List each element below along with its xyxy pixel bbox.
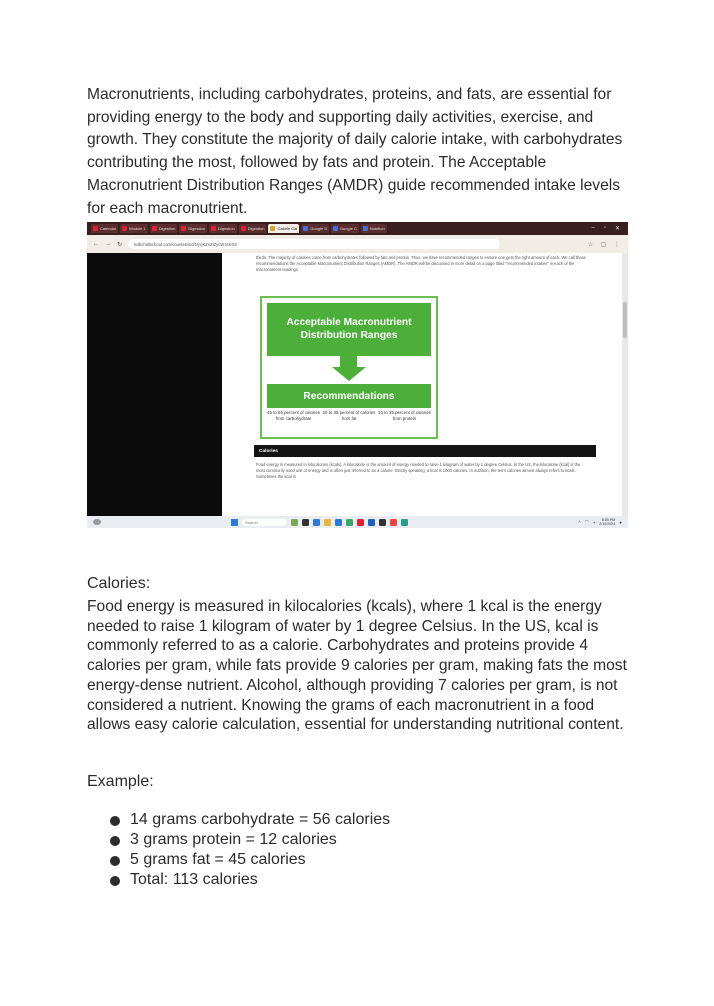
tab-favicon-icon [270,226,275,231]
minimize-icon: – [591,225,595,231]
intro-paragraph: Macronutrients, including carbohydrates, proteins, and fats, are essential for providing energy to the body and supporting daily activities, exercise, and growth. They constitute the majority of daily calorie intake, with carbohydrates contributing the most, followed by fats and protein. The Acceptable Macronutrient Distribution Ranges (AMDR) guide recommended intake levels for each macronutrient. [87,86,623,217]
amdr-title: Acceptable Macronutrient Distribution Ranges [267,303,431,356]
app-icon [346,519,353,526]
page-scrollbar [622,253,628,516]
browser-tab [331,224,359,233]
app-icon [379,519,386,526]
bullet-icon [110,816,120,826]
amdr-ranges [267,410,431,421]
tab-label: Google C [339,226,357,231]
video-left-pane [87,253,222,516]
wifi-icon: ◠ [584,519,589,524]
list-item-text: Total: 113 calories [130,870,258,888]
tab-favicon-icon [303,226,308,231]
url-field [128,239,500,249]
close-icon: ✕ [614,226,620,232]
list-item [108,810,390,830]
browser-tab-bar [87,222,628,235]
bullet-icon [110,836,120,846]
taskbar-apps [231,519,408,526]
browser-tab [150,224,178,233]
taskbar-search [242,519,287,526]
app-icon [335,519,342,526]
windows-taskbar [87,516,628,528]
app-icon [357,519,364,526]
tab-label: Digestion [218,226,235,231]
browser-tab-active [268,224,299,233]
tab-label: Calendar [100,226,117,231]
list-item [108,850,390,870]
browser-tab [120,224,147,233]
list-item-text: 5 grams fat = 45 calories [130,850,306,868]
tab-label: Nutrition [369,226,385,231]
browser-tab [301,224,329,233]
notification-icon: ● [619,519,622,525]
taskbar-clock [599,518,615,526]
course-page [222,253,622,516]
example-title: Example: [87,773,154,790]
app-icon [368,519,375,526]
url-text: sullichallschool.com/courses/ind/NjYjKZnZiZycWJ4KN3 [134,241,237,247]
calories-title: Calories: [87,575,151,592]
browser-toolbar-icons [588,241,628,248]
back-icon: ← [93,241,99,247]
tab-favicon-icon [241,226,246,231]
tab-favicon-icon [181,226,186,231]
fat-range: 20 to 35 percent of calories from fat [322,410,376,421]
tab-favicon-icon [122,226,127,231]
forward-icon: → [105,241,111,247]
folder-icon [324,519,331,526]
app-icon [313,519,320,526]
browser-tab [179,224,207,233]
tab-label: Module 1 [129,226,146,231]
page-text-bottom: Food energy is measured in kilocalories (kcals). A kilocalorie is the amount of energy needed to raise 1 kilogram of water by 1 degree Celsius. In the US, the kilocalorie (kcal) is the most commonly used unit of energy and is often just referred to as a calorie. Strictly speaking, a kcal is 1000 calories. In nutrition, the term calories almost always refers to kcals. Sometimes the kcal is [256,462,581,480]
tab-label: Google S [310,226,327,231]
browser-tab [239,224,267,233]
weather-icon [93,519,101,525]
tab-favicon-icon [93,226,98,231]
taskbar-search-label: Search [245,519,258,525]
star-icon: ☆ [587,241,594,248]
tray-chevron-icon: ^ [578,519,581,525]
tab-favicon-icon [333,226,338,231]
list-item-text: 14 grams carbohydrate = 56 calories [130,811,391,828]
calories-paragraph: Food energy is measured in kilocalories (kcals), where 1 kcal is the energy needed to raise 1 kilogram of water by 1 degree Celsius. In the US, kcal is commonly referred to as a calorie. Carbohydrates and proteins provide 4 calories per gram, while fats provide 9 calories per gram, making fats the most energy-dense nutrient. Alcohol, although providing 7 calories per gram, is not considered a nutrient. Knowing the grams of each macronutrient in a food allows easy calorie calculation, essential for understanding nutritional content. [87,598,627,734]
volume-icon: ◖ [592,519,596,525]
app-icon [291,519,298,526]
page-text-top: thirds. The majority of calories come from carbohydrates followed by fats and protein. Thus, we have recommended ranges to ensure one gets the right amount of each. We call these recommendations the Acceptable Macronutrient Distribution Ranges (AMDR). The AMDR will be discussed in more detail on a page titled "recommended intakes" in each of the macronutrient readings. [256,255,586,273]
bullet-icon [110,876,120,886]
menu-icon: ⋮ [614,241,620,248]
list-item [108,830,390,850]
browser-tab [209,224,237,233]
tab-favicon-icon [211,226,216,231]
example-list [108,810,390,890]
amdr-graphic [260,296,438,439]
recommendations-label: Recommendations [267,384,431,408]
browser-tab [361,224,387,233]
chrome-icon [390,519,397,526]
browser-address-bar [87,235,628,253]
window-controls [591,225,628,232]
tab-favicon-icon [363,226,368,231]
tab-label: Digestion [188,226,206,231]
extensions-icon: ◻ [601,241,606,248]
browser-tab [91,224,118,233]
system-tray [579,518,623,526]
tab-label: Digestion [158,226,176,231]
calories-heading-bar [254,445,596,457]
protein-range: 10 to 35 percent of calories from protein [378,410,431,421]
maximize-icon: ▫ [603,225,606,231]
list-item-text: 3 grams protein = 12 calories [130,830,337,848]
carbohydrate-range: 45 to 65 percent of calories from carbohydrate [267,410,320,421]
list-item [108,870,390,890]
edge-icon [401,519,408,526]
down-arrow-icon [332,367,366,381]
clock-time: 8:55 PM [601,518,616,522]
reload-icon: ↻ [117,241,123,248]
tab-favicon-icon [152,226,157,231]
windows-start-icon [231,519,238,526]
embedded-browser-screenshot [87,222,628,528]
calories-heading: Calories [259,448,278,454]
tab-label: Calorie Cal [277,226,298,231]
clock-date: 2/15/2024 [599,522,616,526]
app-icon [302,519,309,526]
bullet-icon [110,856,120,866]
scrollbar-thumb [623,302,627,338]
tab-label: Digestion [247,226,265,231]
